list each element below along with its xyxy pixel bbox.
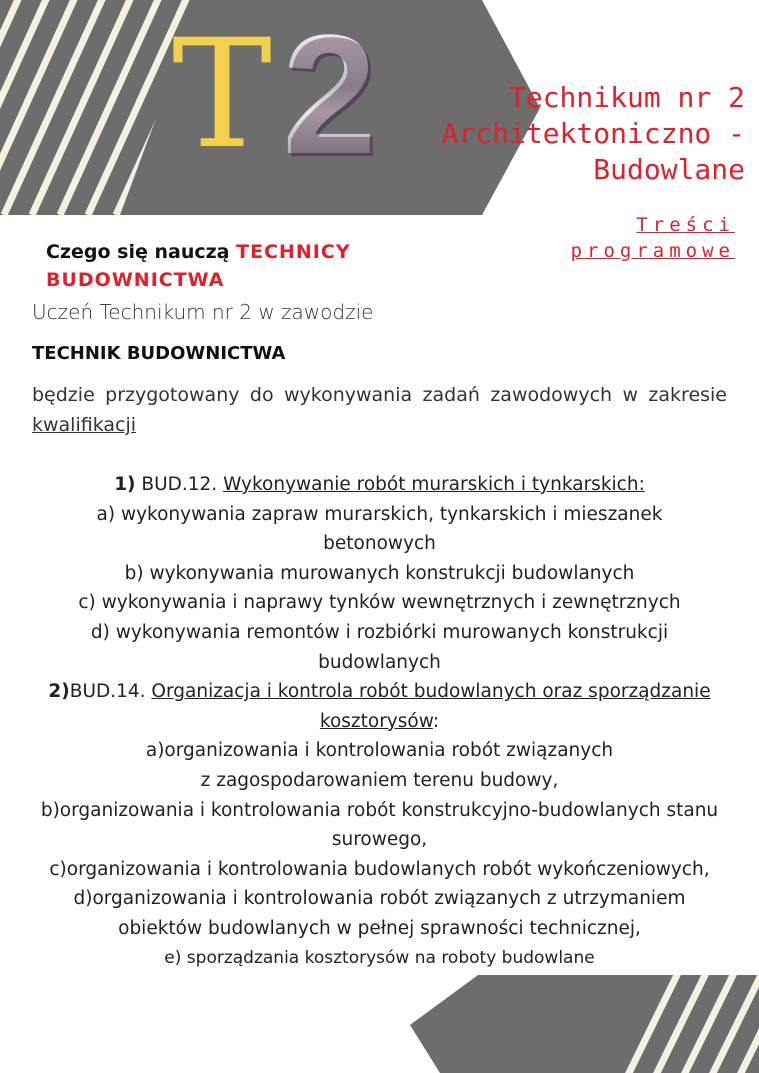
qualification-2-colon: : — [432, 710, 440, 732]
intro-text: będzie przygotowany do wykonywania zadań zawodowych w zakresie — [32, 384, 727, 406]
qualification-2-number: 2) — [48, 681, 70, 703]
qualification-2-heading — [20, 677, 739, 736]
logo-number-2: 2 — [282, 0, 377, 190]
intro-line: Uczeń Technikum nr 2 w zawodzie — [32, 300, 374, 324]
school-name — [425, 80, 745, 188]
qualification-1-heading — [20, 470, 739, 500]
qualification-1-code: BUD.12. — [135, 474, 224, 495]
tresci-programowe-link[interactable] — [515, 212, 735, 264]
heading-part1: Czego się nauczą — [46, 241, 237, 263]
tresci-line2: programowe — [570, 240, 735, 262]
qualification-1-number: 1) — [114, 474, 136, 495]
qualification-1-item-a: a) wykonywania zapraw murarskich, tynkarskich i mieszanek betonowych — [96, 503, 663, 555]
page-heading — [46, 238, 426, 294]
qualification-2-item-a1: a)organizowania i kontrolowania robót związanych — [145, 740, 614, 762]
intro-paragraph — [32, 380, 727, 440]
kwalifikacji-link[interactable]: kwalifikacji — [32, 414, 137, 436]
qualification-2-item-e: e) sporządzania kosztorysów na roboty budowlane — [164, 947, 595, 968]
qualification-1-item-d: d) wykonywania remontów i rozbiórki murowanych konstrukcji budowlanych — [90, 621, 669, 673]
qualifications-list — [20, 470, 739, 973]
qualification-1-title[interactable]: Wykonywanie robót murarskich i tynkarskich: — [223, 474, 645, 495]
qualification-2-item-b: b)organizowania i kontrolowania robót konstrukcyjno-budowlanych stanu surowego, — [40, 799, 719, 851]
logo-letter-t: T — [172, 8, 273, 182]
qualification-2-item-c: c)organizowania i kontrolowania budowlanych robót wykończeniowych, — [49, 858, 710, 880]
qualification-2-title[interactable]: Organizacja i kontrola robót budowlanych oraz sporządzanie kosztorysów — [151, 681, 711, 732]
footer-banner — [0, 975, 759, 1073]
qualification-2-item-d: d)organizowania i kontrolowania robót związanych z utrzymaniem obiektów budowlanych w pełnej sprawności technicznej, — [73, 888, 686, 939]
tresci-line1: Treści — [636, 214, 735, 236]
qualification-2-item-a2: z zagospodarowaniem terenu budowy, — [200, 769, 559, 791]
school-name-line3: Budowlane — [593, 153, 745, 186]
school-name-line2: Architektoniczno - — [441, 117, 745, 150]
profession-title: TECHNIK BUDOWNICTWA — [32, 343, 286, 364]
heading-part2: TECHNICY BUDOWNICTWA — [46, 241, 351, 291]
school-name-line1: Technikum nr 2 — [508, 81, 745, 114]
qualification-2-code: BUD.14. — [69, 681, 152, 703]
qualification-1-item-c: c) wykonywania i naprawy tynków wewnętrznych i zewnętrznych — [78, 592, 681, 614]
qualification-1-item-b: b) wykonywania murowanych konstrukcji budowlanych — [124, 562, 635, 584]
